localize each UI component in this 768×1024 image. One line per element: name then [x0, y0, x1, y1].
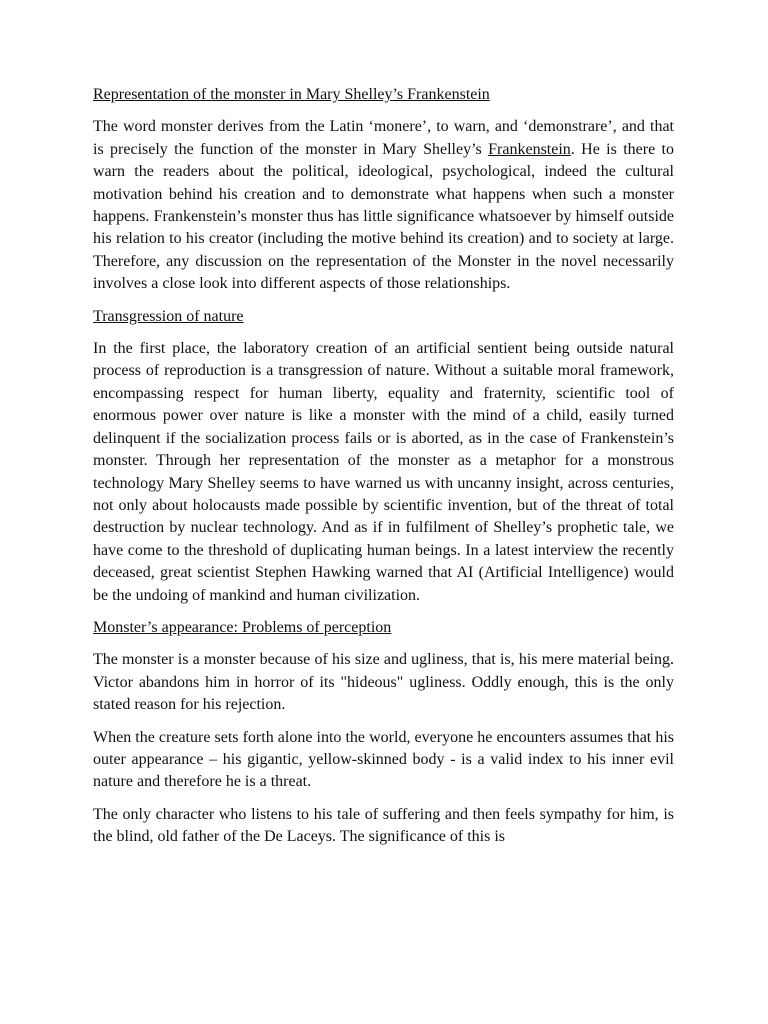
appearance-paragraph-3: The only character who listens to his tale of suffering and then feels sympathy for him, is the blind, old father of the De Laceys. The significance of this is	[93, 805, 674, 846]
section-heading-transgression: Transgression of nature	[93, 307, 244, 325]
section-heading-appearance: Monster’s appearance: Problems of perception	[93, 618, 392, 636]
document-page	[93, 84, 674, 859]
intro-text-start: The word monster derives from the Latin ‘monere’, to warn, and ‘demonstrare’, and that is precisely the function of the monster in Mary Shelley’s	[93, 118, 674, 158]
transgression-paragraph: In the first place, the laboratory creation of an artificial sentient being outside natural process of reproduction is a transgression of nature. Without a suitable moral framework, encompassing respect for human liberty, equality and fraternity, scientific tool of enormous power over nature is like a monster with the mind of a child, easily turned delinquent if the socialization process fails or is aborted, as in the case of Frankenstein’s monster. Through her representation of the monster as a metaphor for a monstrous technology Mary Shelley seems to have warned us with uncanny insight, across centuries, not only about holocausts made possible by scientific invention, but of the threat of total destruction by nuclear technology. And as if in fulfilment of Shelley’s prophetic tale, we have come to the threshold of duplicating human beings. In a latest interview the recently deceased, great scientist Stephen Hawking warned that AI (Artificial Intelligence) would be the undoing of mankind and human civilization.	[93, 340, 674, 604]
frankenstein-title-reference: Frankenstein	[488, 140, 571, 158]
intro-paragraph	[93, 116, 674, 295]
appearance-paragraph-2: When the creature sets forth alone into the world, everyone he encounters assumes that his outer appearance – his gigantic, yellow-skinned body - is a valid index to his inner evil nature and therefore he is a threat.	[93, 728, 674, 791]
appearance-paragraph-1: The monster is a monster because of his size and ugliness, that is, his mere material being. Victor abandons him in horror of its "hideous" ugliness. Oddly enough, this is the only stated reason for his rejection.	[93, 651, 674, 714]
document-title: Representation of the monster in Mary Shelley’s Frankenstein	[93, 86, 490, 103]
intro-text-end: . He is there to warn the readers about the political, ideological, psychological, indeed the cultural motivation behind his creation and to demonstrate what happens when such a monster happens. Frankenstein’s monster thus has little significance whatsoever by himself outside his relation to his creator (including the motive behind its creation) and to society at large. Therefore, any discussion on the representation of the Monster in the novel necessarily involves a close look into different aspects of those relationships.	[93, 140, 675, 293]
